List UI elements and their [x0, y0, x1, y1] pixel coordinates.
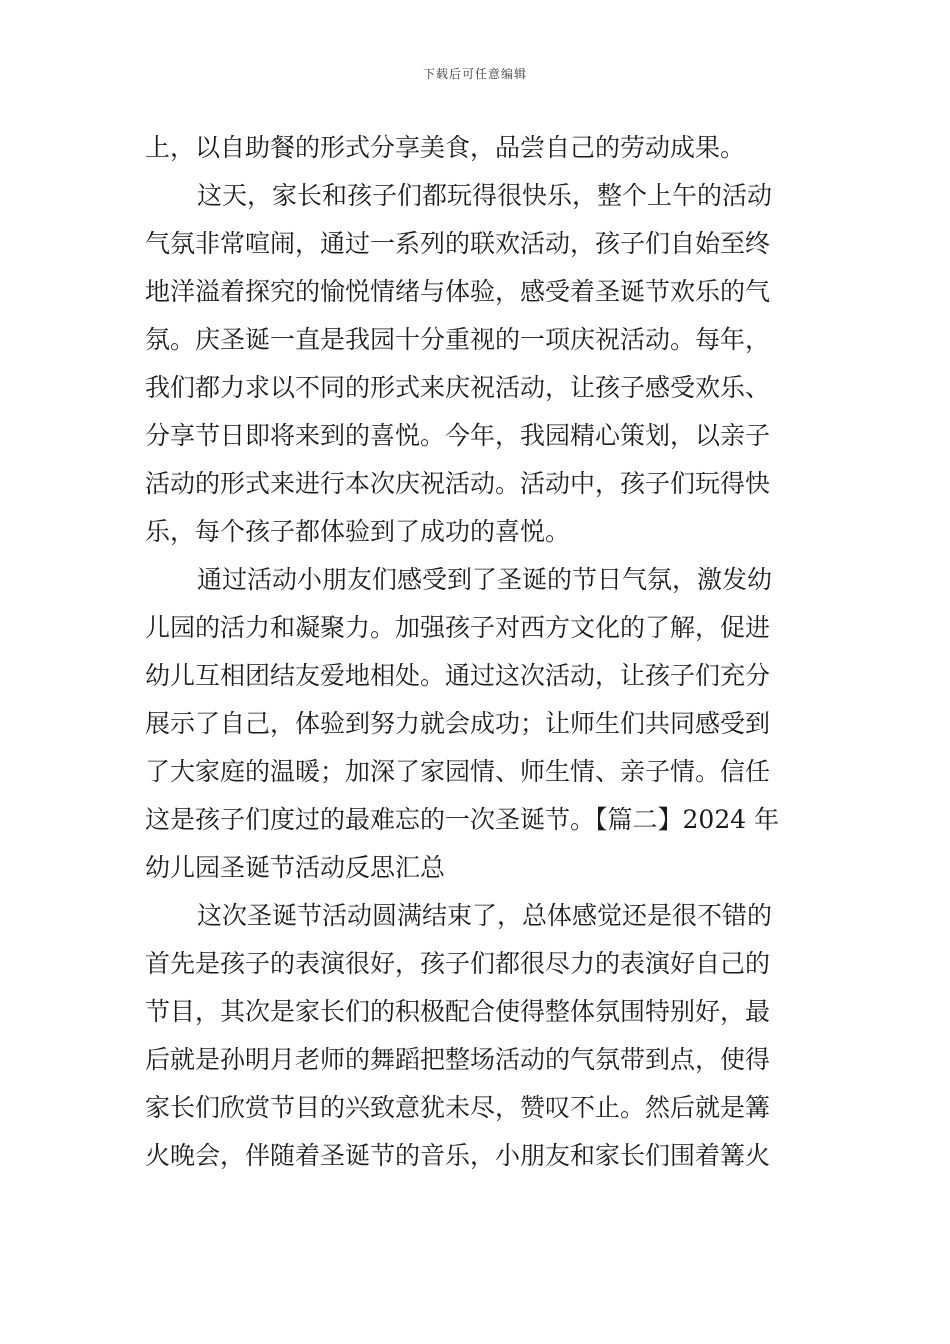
text-line: 了大家庭的温暖；加深了家园情、师生情、亲子情。信任: [145, 757, 771, 786]
text-line: 通过活动小朋友们感受到了圣诞的节日气氛，激发幼: [197, 565, 773, 594]
page-header: 下载后可任意编辑: [422, 67, 527, 81]
text-line: 首先是孩子的表演很好，孩子们都很尽力的表演好自己的: [145, 949, 771, 978]
text-line: 幼儿园圣诞节活动反思汇总: [145, 853, 446, 882]
text-line: 这是孩子们度过的最难忘的一次圣诞节。【篇二】2024 年: [145, 805, 780, 834]
text-line: 火晚会，伴随着圣诞节的音乐，小朋友和家长们围着篝火: [145, 1141, 771, 1170]
text-line: 这天，家长和孩子们都玩得很快乐，整个上午的活动: [197, 181, 773, 210]
text-line: 后就是孙明月老师的舞蹈把整场活动的气氛带到点，使得: [145, 1045, 771, 1074]
text-line: 气氛非常喧闹，通过一系列的联欢活动，孩子们自始至终: [145, 229, 771, 258]
text-line: 节目，其次是家长们的积极配合使得整体氛围特别好，最: [145, 997, 771, 1026]
text-line: 上，以自助餐的形式分享美食，品尝自己的劳动成果。: [145, 133, 746, 162]
text-line: 分享节日即将来到的喜悦。今年，我园精心策划，以亲子: [145, 421, 771, 450]
text-line: 活动的形式来进行本次庆祝活动。活动中，孩子们玩得快: [145, 469, 771, 498]
text-line: 儿园的活力和凝聚力。加强孩子对西方文化的了解，促进: [145, 613, 771, 642]
text-line: 乐，每个孩子都体验到了成功的喜悦。: [145, 517, 571, 546]
text-line: 幼儿互相团结友爱地相处。通过这次活动，让孩子们充分: [145, 661, 771, 690]
text-line: 我们都力求以不同的形式来庆祝活动，让孩子感受欢乐、: [145, 373, 771, 402]
text-line: 家长们欣赏节目的兴致意犹未尽，赞叹不止。然后就是篝: [145, 1093, 771, 1122]
text-line: 展示了自己，体验到努力就会成功；让师生们共同感受到: [145, 709, 771, 738]
text-line: 这次圣诞节活动圆满结束了，总体感觉还是很不错的: [197, 901, 773, 930]
paragraph: [145, 892, 809, 1180]
paragraph: [145, 556, 809, 892]
text-line: 氛。庆圣诞一直是我园十分重视的一项庆祝活动。每年，: [145, 325, 771, 354]
document-body: [145, 124, 809, 1180]
paragraph: [145, 124, 809, 172]
text-line: 地洋溢着探究的愉悦情绪与体验，感受着圣诞节欢乐的气: [145, 277, 771, 306]
paragraph: [145, 172, 809, 556]
